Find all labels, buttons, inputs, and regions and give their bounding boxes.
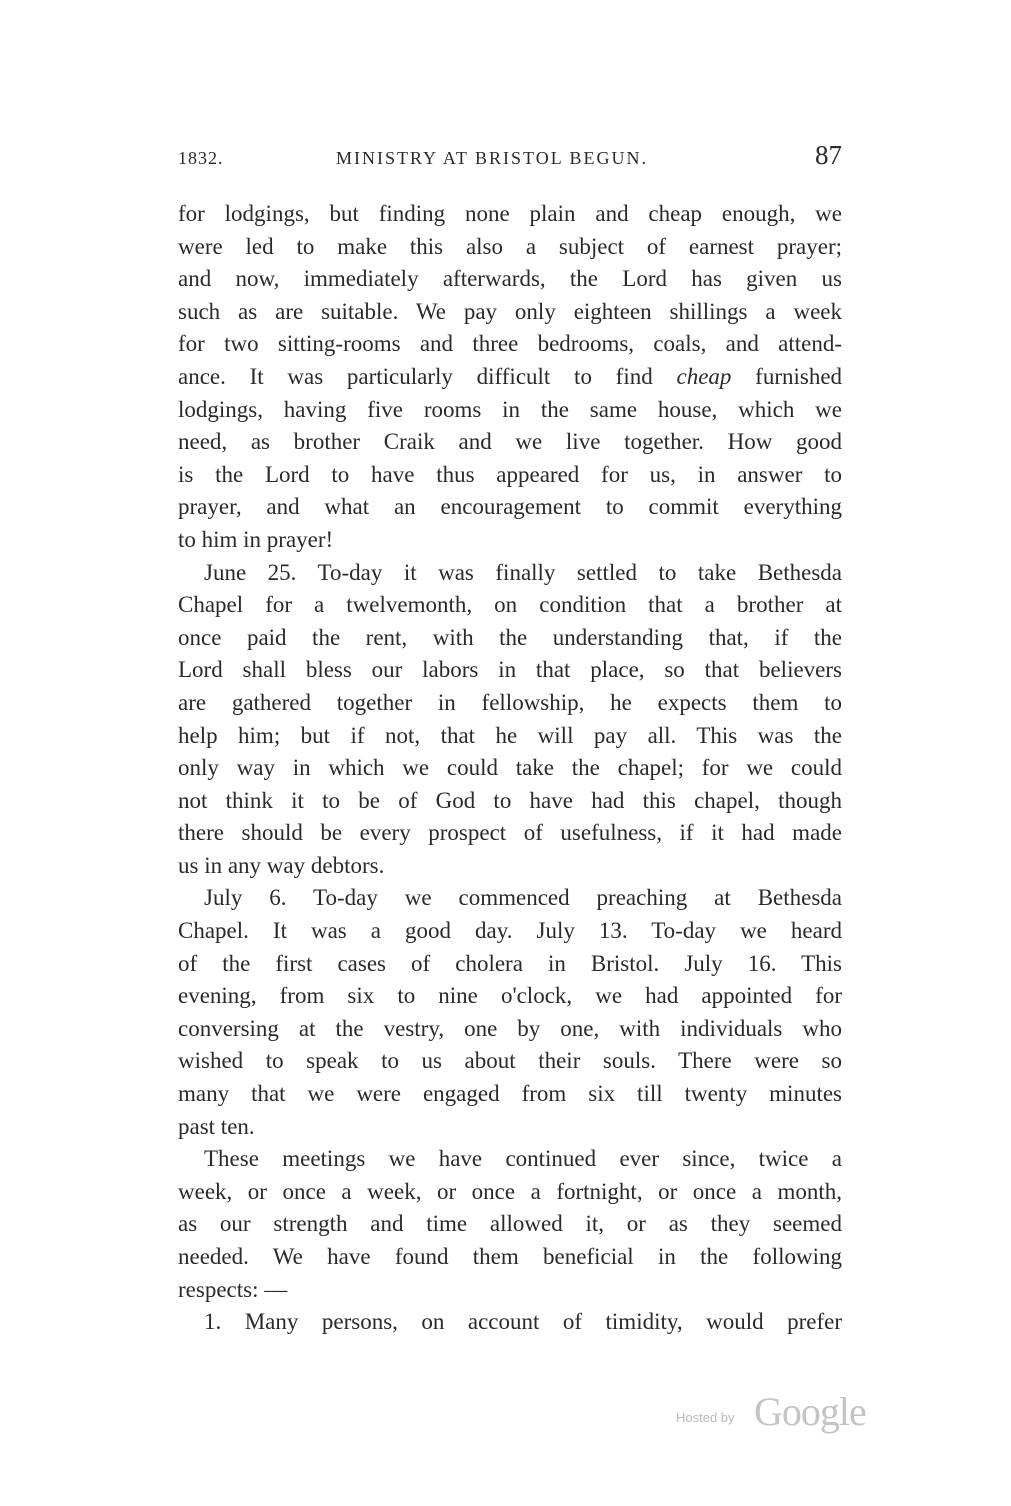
text-line: Lord shall bless our labors in that place, so that believers	[178, 657, 842, 683]
text-line: prayer, and what an encouragement to commit everything	[178, 494, 842, 520]
text-line: week, or once a week, or once a fortnight, or once a month,	[178, 1178, 842, 1204]
google-logo: Google	[754, 1389, 866, 1434]
text-line: Chapel for a twelvemonth, on condition that a brother at	[178, 592, 842, 618]
text-line: are gathered together in fellowship, he expects them to	[178, 689, 842, 715]
body-text	[178, 198, 842, 1339]
text-line: for two sitting-rooms and three bedrooms, coals, and attend-	[178, 331, 842, 357]
text-line: past ten.	[178, 1113, 255, 1139]
text-line: evening, from six to nine o'clock, we had appointed for	[178, 983, 842, 1009]
text-line: help him; but if not, that he will pay all. This was the	[178, 722, 842, 748]
text-line: us in any way debtors.	[178, 852, 385, 878]
text-line: not think it to be of God to have had this chapel, though	[178, 787, 842, 813]
text-line: June 25. To-day it was finally settled to take Bethesda	[204, 559, 842, 585]
running-head-title: MINISTRY AT BRISTOL BEGUN.	[336, 148, 649, 168]
text-line: Chapel. It was a good day. July 13. To-day we heard	[178, 918, 842, 944]
text-line: of the first cases of cholera in Bristol. July 16. This	[178, 950, 842, 976]
text-line: only way in which we could take the chapel; for we could	[178, 755, 842, 781]
text-line-end: furnished	[755, 363, 842, 389]
running-head	[178, 140, 842, 180]
text-line: as our strength and time allowed it, or as they seemed	[178, 1211, 842, 1237]
text-line: many that we were engaged from six till twenty minutes	[178, 1081, 842, 1107]
text-line: there should be every prospect of usefulness, if it had made	[178, 820, 842, 846]
text-line: lodgings, having five rooms in the same house, which we	[178, 396, 842, 422]
text-line: for lodgings, but finding none plain and cheap enough, we	[178, 201, 842, 226]
text-line: is the Lord to have thus appeared for us, in answer to	[178, 461, 842, 487]
text-line: These meetings we have continued ever since, twice a	[204, 1146, 842, 1172]
text-line: needed. We have found them beneficial in the following	[178, 1244, 842, 1269]
text-line: July 6. To-day we commenced preaching at Bethesda	[204, 885, 842, 911]
text-line: wished to speak to us about their souls. There were so	[178, 1048, 842, 1074]
text-line: and now, immediately afterwards, the Lord has given us	[178, 266, 842, 292]
text-line: once paid the rent, with the understanding that, if the	[178, 624, 842, 650]
text-line-start: ance. It was particularly difficult to find	[178, 363, 653, 389]
running-head-year: 1832.	[178, 148, 224, 168]
watermark-hosted-by: Hosted by	[676, 1410, 735, 1425]
text-line: conversing at the vestry, one by one, with individuals who	[178, 1015, 842, 1041]
page-number: 87	[815, 140, 842, 170]
hosted-by-google-watermark	[676, 1388, 886, 1438]
text-line-with-italic	[178, 361, 842, 394]
text-line: respects: —	[178, 1276, 288, 1302]
text-line: were led to make this also a subject of earnest prayer;	[178, 233, 842, 259]
text-line: such as are suitable. We pay only eighteen shillings a week	[178, 298, 842, 324]
text-line: to him in prayer!	[178, 526, 334, 552]
text-line: need, as brother Craik and we live together. How good	[178, 429, 842, 455]
italic-word: cheap	[676, 363, 732, 389]
text-line: 1. Many persons, on account of timidity, would prefer	[204, 1309, 842, 1335]
